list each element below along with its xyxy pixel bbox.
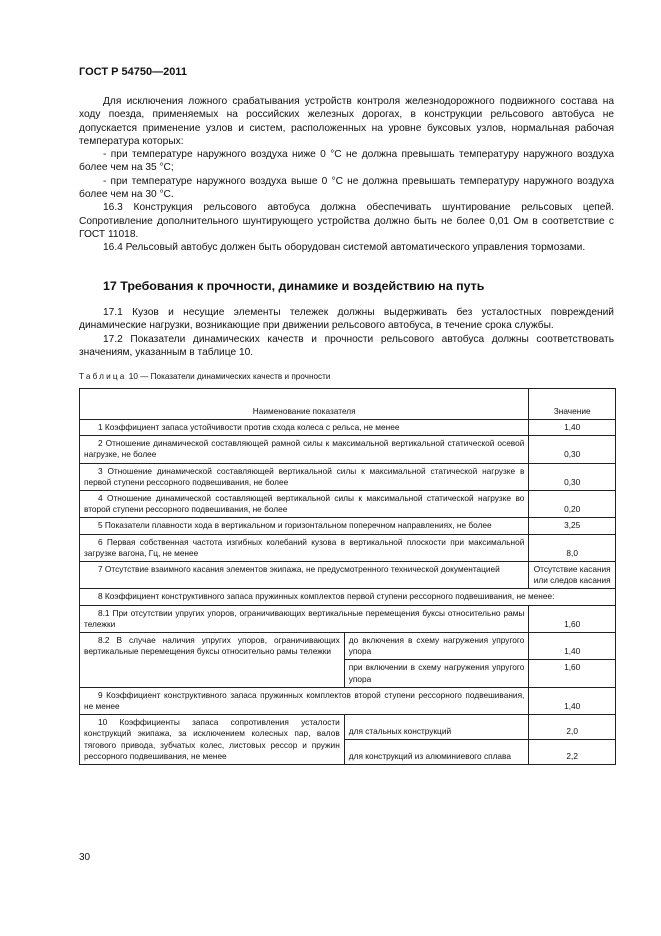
table-row: [80, 633, 616, 660]
row-name: 4 Отношение динамической составляющей вертикальной силы к максимальной статической нагрузке во второй ступени рессорного подвешивания, не более: [80, 491, 529, 518]
table-row: [80, 605, 616, 632]
table-row: [80, 463, 616, 490]
table-row: [80, 534, 616, 561]
table-caption: [79, 372, 330, 381]
row-value: 0,30: [529, 463, 616, 490]
table-header-row: [80, 389, 616, 420]
row-value: 3,25: [529, 518, 616, 534]
section-title: 17 Требования к прочности, динамике и воздействию на путь: [103, 279, 485, 293]
table-row: [80, 491, 616, 518]
paragraph: - при температуре наружного воздуха выше 0 °С не должна превышать температуру наружного воздуха более чем на 30 °С.: [79, 175, 614, 201]
row-name: 8 Коэффициент конструктивного запаса пружинных комплектов первой ступени рессорного подвешивания, не менее:: [80, 589, 616, 605]
row-subcondition: при включении в схему нагружения упругого упора: [344, 660, 529, 687]
paragraph: Для исключения ложного срабатывания устройств контроля железнодорожного подвижного состава на ходу поезда, применяемых на российских железных дорогах, в конструкции рельсового автобуса не допускается применение узлов и систем, расположенных на уровне буксовых узлов, нормальная рабочая температура которых:: [79, 96, 614, 147]
row-value: Отсутствие касания или следов касания: [529, 562, 616, 589]
page-number: 30: [79, 852, 91, 863]
row-subcondition: до включения в схему нагружения упругого упора: [344, 633, 529, 660]
row-name: 10 Коэффициенты запаса сопротивления усталости конструкций экипажа, за исключением колесных пар, валов тягового привода, зубчатых колес, листовых рессор и пружин рессорного подвешивания, не менее: [80, 715, 345, 765]
row-subcondition: для стальных конструкций: [344, 715, 529, 740]
indicators-table: [79, 388, 616, 765]
row-value: 1,60: [529, 605, 616, 632]
row-name: 1 Коэффициент запаса устойчивости против схода колеса с рельса, не менее: [80, 420, 529, 436]
column-header-name: Наименование показателя: [80, 389, 529, 420]
table-row: [80, 518, 616, 534]
row-value: 8,0: [529, 534, 616, 561]
row-subcondition: для конструкций из алюминиевого сплава: [344, 740, 529, 765]
caption-text: 10 — Показатели динамических качеств и прочности: [126, 372, 331, 381]
column-header-value: Значение: [529, 389, 616, 420]
row-name: 9 Коэффициент конструктивного запаса пружинных комплектов второй ступени рессорного подвешивания, не менее: [80, 687, 529, 714]
table-row: [80, 687, 616, 714]
paragraph: 16.4 Рельсовый автобус должен быть оборудован системой автоматического управления тормозами.: [103, 242, 586, 254]
row-name: 3 Отношение динамической составляющей вертикальной силы к максимальной статической нагрузке в первой ступени рессорного подвешивания, не более: [80, 463, 529, 490]
row-value: 0,20: [529, 491, 616, 518]
table-row: [80, 420, 616, 436]
paragraph: 16.3 Конструкция рельсового автобуса должна обеспечивать шунтирование рельсовых цепей. Сопротивление дополнительного шунтирующего устройства должно быть не более 0,01 Ом в соответствие с ГОСТ 11018.: [79, 202, 614, 240]
paragraph: 17.2 Показатели динамических качеств и прочности рельсового автобуса должны соответствовать значениям, указанным в таблице 10.: [79, 333, 614, 358]
section-17-text: [79, 306, 614, 359]
row-value: 1,40: [529, 633, 616, 660]
row-value: 1,60: [529, 660, 616, 687]
row-value: 2,2: [529, 740, 616, 765]
row-name: 8.1 При отсутствии упругих упоров, ограничивающих вертикальные перемещения буксы относительно рамы тележки: [80, 605, 529, 632]
row-value: 1,40: [529, 687, 616, 714]
paragraph: - при температуре наружного воздуха ниже 0 °С не должна превышать температуру наружного воздуха более чем на 35 °С;: [79, 149, 614, 174]
row-name: 5 Показатели плавности хода в вертикальном и горизонтальном поперечном направлениях, не более: [80, 518, 529, 534]
paragraph: 17.1 Кузов и несущие элементы тележек должны выдерживать без усталостных повреждений динамические нагрузки, возникающие при движении рельсового автобуса, в течение срока службы.: [79, 307, 614, 332]
row-value: 1,40: [529, 420, 616, 436]
caption-label: Таблица: [79, 372, 127, 381]
table-row: [80, 589, 616, 605]
row-name: 7 Отсутствие взаимного касания элементов экипажа, не предусмотренного технической документацией: [80, 562, 529, 589]
row-name: 2 Отношение динамической составляющей рамной силы к максимальной вертикальной статической осевой нагрузке, не более: [80, 436, 529, 463]
row-name: 6 Первая собственная частота изгибных колебаний кузова в вертикальной плоскости при максимальной загрузке вагона, Гц, не менее: [80, 534, 529, 561]
document-header: ГОСТ Р 54750—2011: [79, 66, 187, 78]
table-row: [80, 562, 616, 589]
table-row: [80, 436, 616, 463]
table-row: [80, 715, 616, 740]
row-name: 8.2 В случае наличия упругих упоров, ограничивающих вертикальные перемещения буксы относительно рамы тележки: [80, 633, 345, 688]
row-value: 2,0: [529, 715, 616, 740]
section-16-text: [79, 95, 614, 255]
row-value: 0,30: [529, 436, 616, 463]
